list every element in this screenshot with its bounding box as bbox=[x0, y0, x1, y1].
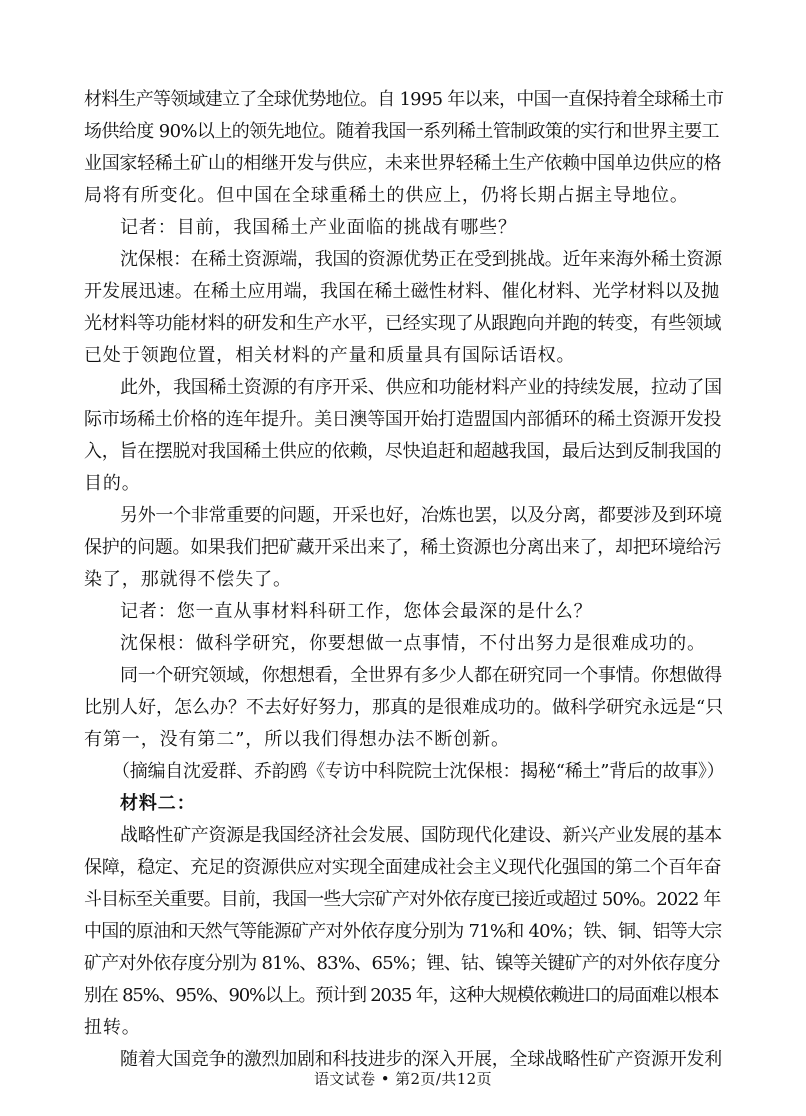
text-line: 材料生产等领域建立了全球优势地位。自 1995 年以来，中国一直保持着全球稀土市 bbox=[84, 89, 724, 110]
text-line: 记者：目前，我国稀土产业面临的挑战有哪些？ bbox=[120, 217, 517, 238]
source-citation: （摘编自沈爱群、乔韵鸥《专访中科院院士沈保根：揭秘“稀土”背后的故事》） bbox=[112, 761, 725, 782]
text-line: 斗目标至关重要。目前，我国一些大宗矿产对外依存度已接近或超过 50%。2022 年 bbox=[84, 889, 721, 910]
text-line: 另外一个非常重要的问题，开采也好，冶炼也罢，以及分离，都要涉及到环境 bbox=[120, 505, 722, 526]
text-line: 有第一，没有第二”，所以我们得想办法不断创新。 bbox=[84, 729, 510, 750]
page-footer: 语文试卷 • 第2页/共12页 bbox=[313, 1070, 493, 1088]
text-line: 染了，那就得不偿失了。 bbox=[84, 569, 292, 590]
text-line: 目的。 bbox=[84, 473, 141, 494]
text-line: 际市场稀土价格的连年提升。美日澳等国开始打造盟国内部循环的稀土资源开发投 bbox=[84, 409, 722, 430]
text-line: 已处于领跑位置，相关材料的产量和质量具有国际话语权。 bbox=[84, 345, 576, 366]
text-line: 此外，我国稀土资源的有序开采、供应和功能材料产业的持续发展，拉动了国 bbox=[120, 377, 722, 398]
text-line: 别在 85%、95%、90%以上。预计到 2035 年，这种大规模依赖进口的局面难以根本 bbox=[84, 985, 719, 1006]
text-line: 中国的原油和天然气等能源矿产对外依存度分别为 71%和 40%；铁、铜、铝等大宗 bbox=[84, 921, 722, 942]
text-line: 同一个研究领域，你想想看，全世界有多少人都在研究同一个事情。你想做得 bbox=[120, 665, 722, 686]
text-line: 记者：您一直从事材料科研工作，您体会最深的是什么？ bbox=[120, 601, 593, 622]
text-line: 沈保根：在稀土资源端，我国的资源优势正在受到挑战。近年来海外稀土资源 bbox=[120, 249, 722, 270]
text-line: 沈保根：做科学研究，你要想做一点事情，不付出努力是很难成功的。 bbox=[120, 633, 706, 654]
text-line: 随着大国竞争的激烈加剧和科技进步的深入开展，全球战略性矿产资源开发利 bbox=[120, 1049, 722, 1070]
text-line: 矿产对外依存度分别为 81%、83%、65%；锂、钴、镍等关键矿产的对外依存度分 bbox=[84, 953, 720, 974]
text-line: 扭转。 bbox=[84, 1017, 141, 1038]
text-line: 战略性矿产资源是我国经济社会发展、国防现代化建设、新兴产业发展的基本 bbox=[120, 825, 722, 846]
text-line: 比别人好，怎么办？不去好好努力，那真的是很难成功的。做科学研究永远是“只 bbox=[84, 697, 724, 718]
text-line: 开发展迅速。在稀土应用端，我国在稀土磁性材料、催化材料、光学材料以及抛 bbox=[84, 281, 720, 302]
text-line: 局将有所变化。但中国在全球重稀土的供应上，仍将长期占据主导地位。 bbox=[84, 185, 689, 206]
text-line: 光材料等功能材料的研发和生产水平，已经实现了从跟跑向并跑的转变，有些领域 bbox=[84, 313, 722, 334]
text-line: 入，旨在摆脱对我国稀土供应的依赖，尽快追赶和超越我国，最后达到反制我国的 bbox=[84, 441, 722, 462]
section-heading: 材料二： bbox=[120, 793, 196, 814]
text-line: 业国家轻稀土矿山的相继开发与供应，未来世界轻稀土生产依赖中国单边供应的格 bbox=[84, 153, 722, 174]
text-line: 保护的问题。如果我们把矿藏开采出来了，稀土资源也分离出来了，却把环境给污 bbox=[84, 537, 722, 558]
text-line: 保障，稳定、充足的资源供应对实现全面建成社会主义现代化强国的第二个百年奋 bbox=[84, 857, 722, 878]
text-line: 场供给度 90%以上的领先地位。随着我国一系列稀土管制政策的实行和世界主要工 bbox=[84, 121, 719, 142]
